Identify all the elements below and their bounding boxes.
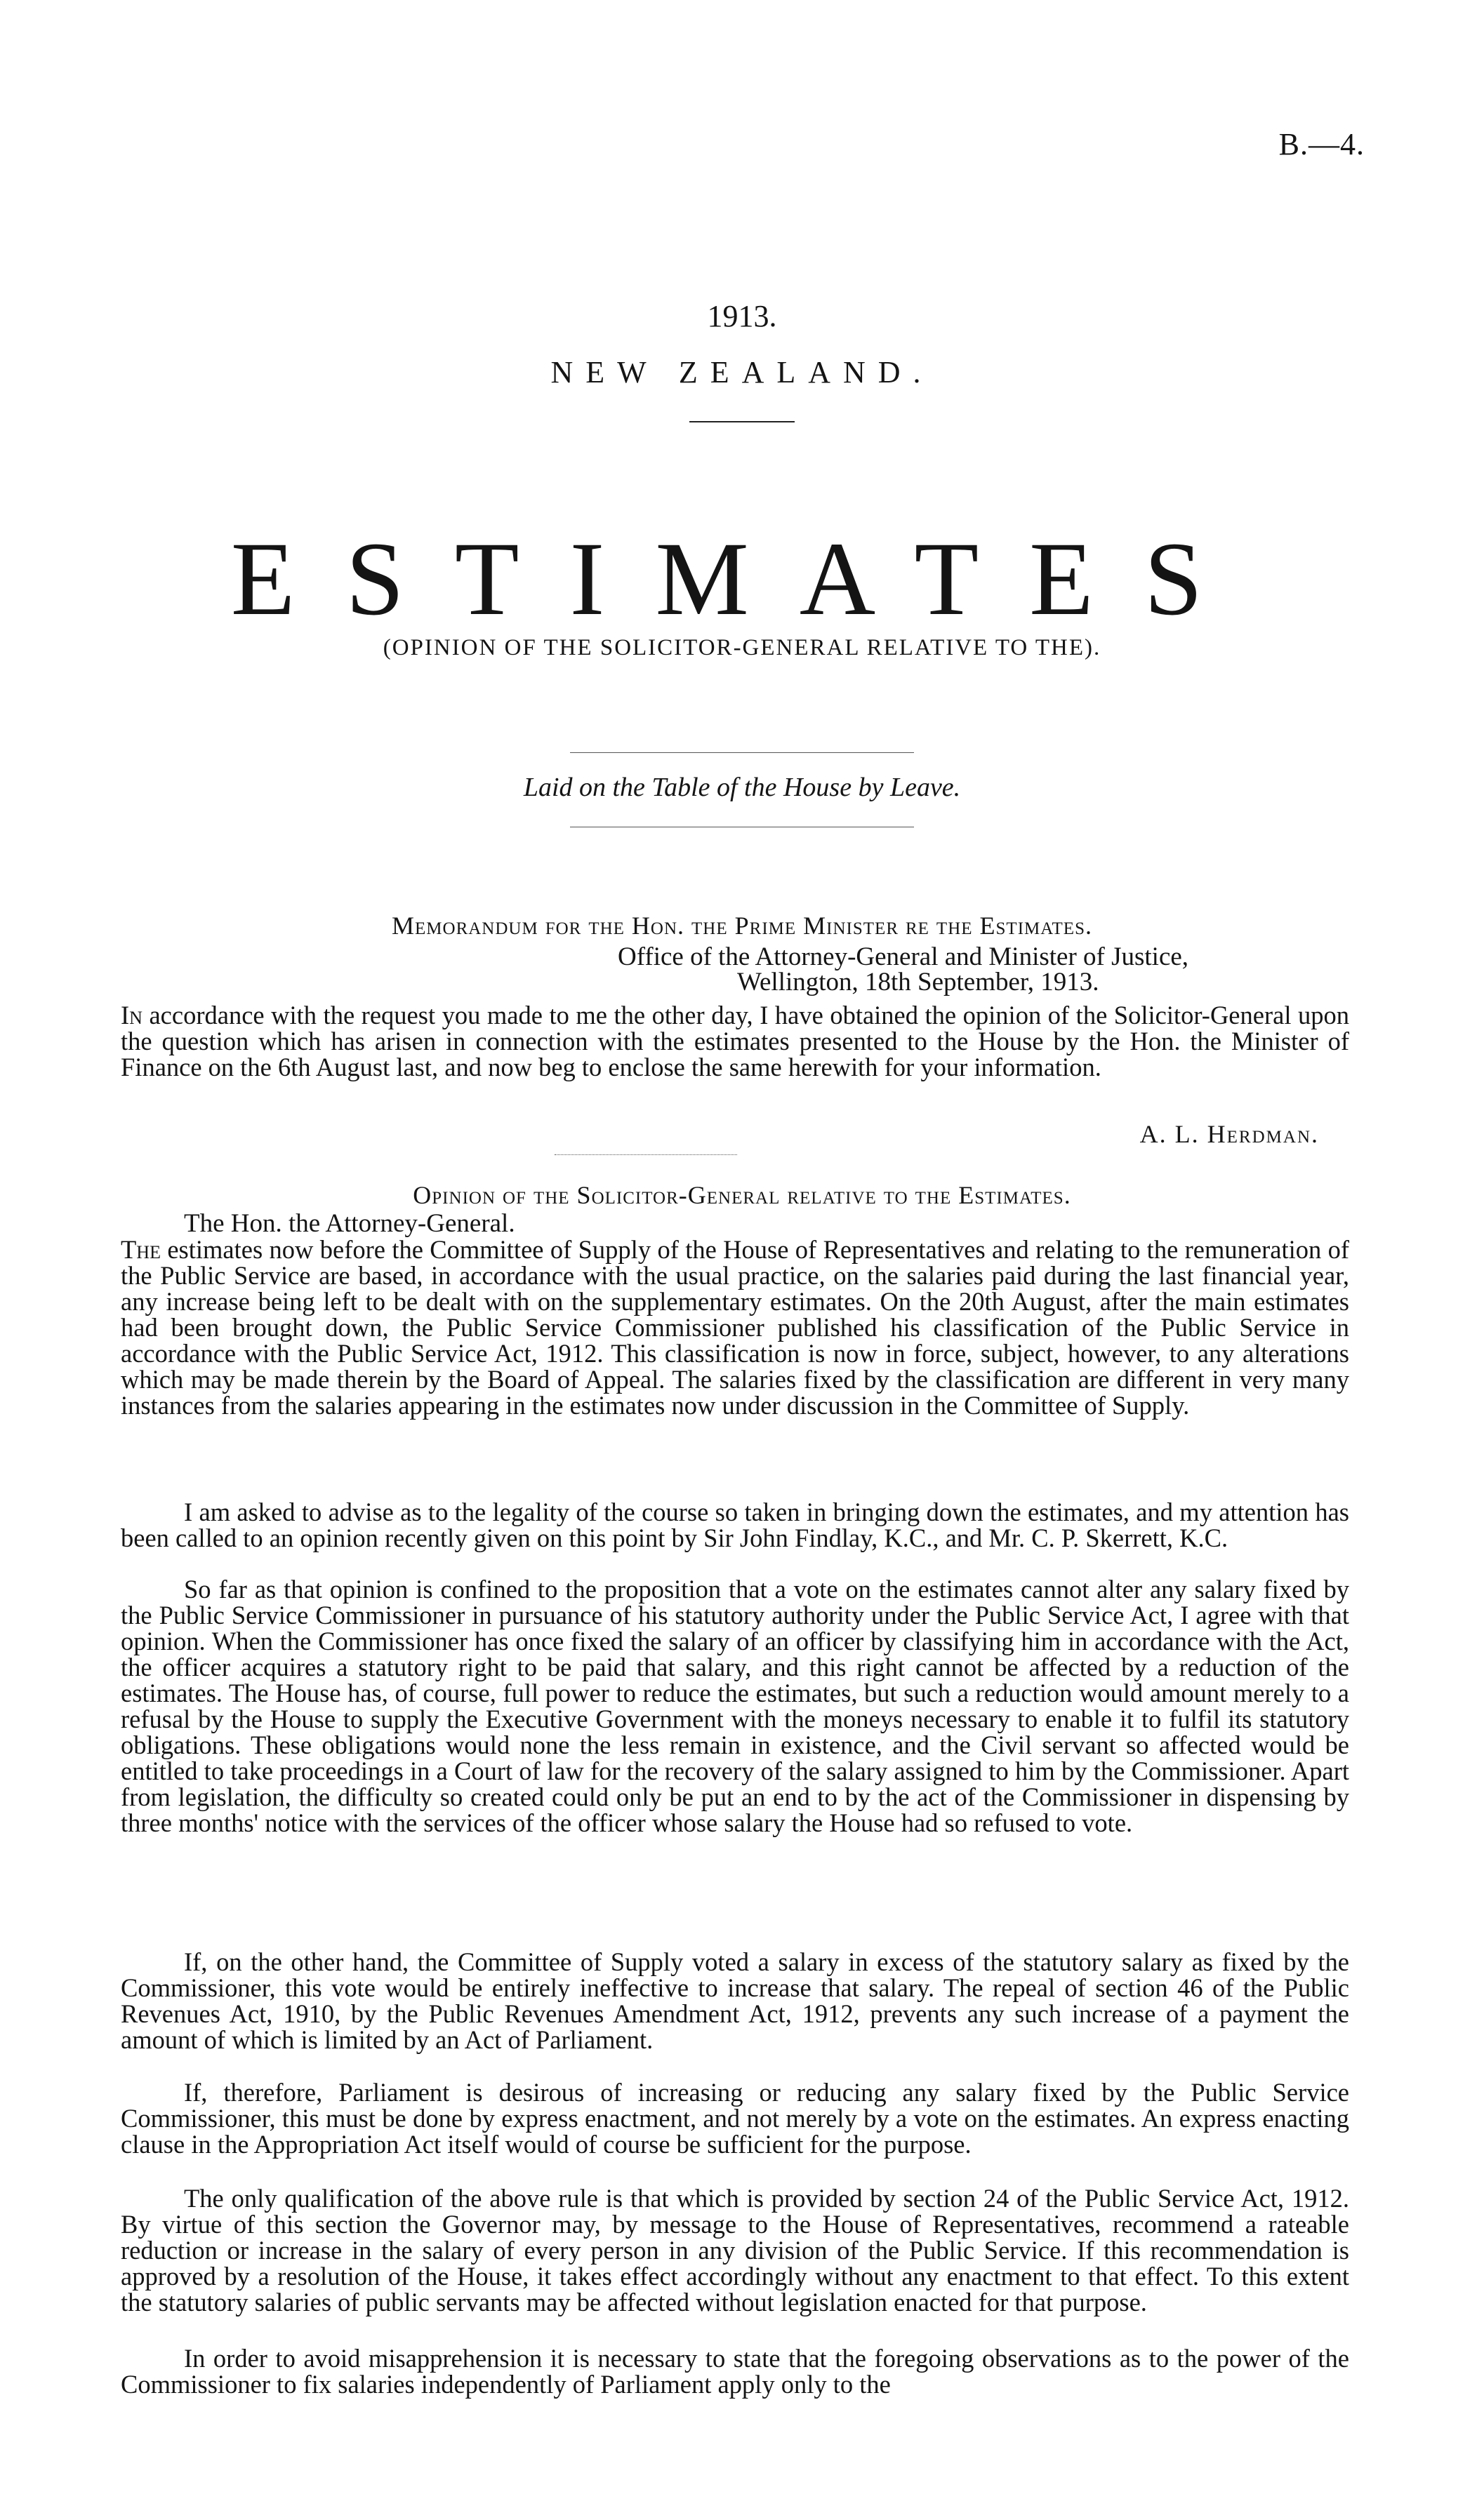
signature-initials: A. L.: [1139, 1120, 1200, 1148]
memorandum-signature: [1140, 1119, 1319, 1149]
document-subtitle: (OPINION OF THE SOLICITOR-GENERAL RELATIVE TO THE).: [383, 635, 1101, 660]
opinion-paragraph-1: [121, 1236, 1349, 1418]
opinion-paragraph-4: If, on the other hand, the Committee of Supply voted a salary in excess of the statutory salary as fixed by the Commissioner, this vote would be entirely ineffective to increase that salary. The repeal of section 46 of the Public Revenues Act, 1910, by the Public Revenues Amendment Act, 1912, prevents any such increase of a payment the amount of which is limited by an Act of Parliament.: [121, 1947, 1349, 2054]
opinion-paragraph-5: If, therefore, Parliament is desirous of increasing or reducing any salary fixed by the Public Service Commissioner, this must be done by express enactment, and not merely by a vote on the estimates. An express enacting clause in the Appropriation Act itself would of course be sufficient for the purpose.: [121, 2078, 1349, 2159]
document-reference: B.—4.: [1278, 127, 1365, 161]
opinion-heading: Opinion of the Solicitor-General relative to the Estimates.: [413, 1181, 1071, 1209]
laid-on-table-note: Laid on the Table of the House by Leave.: [523, 773, 961, 802]
memorandum-office: Office of the Attorney-General and Minister of Justice,: [618, 942, 1189, 971]
paragraph-lead: In: [121, 1001, 143, 1029]
paragraph-text: accordance with the request you made to me the other day, I have obtained the opinion of the Solicitor-General upon the question which has arisen in connection with the estimates presented to the House by the Hon. the Minister of Finance on the 6th August last, and now beg to enclose the same herewith for your information.: [121, 1001, 1349, 1081]
divider-rule: [570, 752, 914, 753]
paragraph-text: estimates now before the Committee of Supply of the House of Representatives and relating to the remuneration of the Public Service are based, in accordance with the usual practice, on the salaries paid during the last financial year, any increase being left to be dealt with on the supplementary estimates. On the 20th August, after the main estimates had been brought down, the Public Service Commissioner published his classification of the Public Service in accordance with the Public Service Act, 1912. This classification is now in force, subject, however, to any alterations which may be made therein by the Board of Appeal. The salaries fixed by the classification are different in very many instances from the salaries appearing in the estimates now under discussion in the Committee of Supply.: [121, 1235, 1349, 1420]
document-year: 1913.: [707, 299, 777, 333]
opinion-paragraph-3: So far as that opinion is confined to the proposition that a vote on the estimates cannot alter any salary fixed by the Public Service Commissioner in pursuance of his statutory authority under the Public Service Act, I agree with that opinion. When the Commissioner has once fixed the salary of an officer by classifying him in accordance with the Act, the officer acquires a statutory right to be paid that salary, and this right cannot be affected by a reduction of the estimates. The House has, of course, full power to reduce the estimates, but such a reduction would amount merely to a refusal by the House to supply the Executive Government with the moneys necessary to enable it to fulfil its statutory obligations. These obligations would none the less remain in existence, and the Civil servant so affected would be entitled to take proceedings in a Court of law for the recovery of the salary assigned to him by the Commissioner. Apart from legislation, the difficulty so created could only be put an end to by the act of the Commissioner in dispensing by three months' notice with the services of the officer whose salary the House had so refused to vote.: [121, 1575, 1349, 1837]
memorandum-body: [121, 1002, 1349, 1080]
opinion-paragraph-2: I am asked to advise as to the legality of the course so taken in bringing down the estimates, and my attention has been called to an opinion recently given on this point by Sir John Findlay, K.C., and Mr. C. P. Skerrett, K.C.: [121, 1498, 1349, 1552]
opinion-paragraph-6: The only qualification of the above rule is that which is provided by section 24 of the Public Service Act, 1912. By virtue of this section the Governor may, by message to the House of Representatives, recommend a rateable reduction or increase in the salary of every person in any division of the Public Service. If this recommendation is approved by a resolution of the House, it takes effect accordingly without any enactment to that effect. To this extent the statutory salaries of public servants may be affected without legislation enacted for that purpose.: [121, 2184, 1349, 2316]
signature-name: Herdman.: [1207, 1120, 1319, 1148]
paragraph-lead: The: [121, 1235, 161, 1264]
opinion-salutation: The Hon. the Attorney-General.: [184, 1209, 515, 1238]
divider-rule: [555, 1154, 737, 1155]
divider-rule: [689, 421, 795, 422]
document-title: ESTIMATES: [230, 521, 1254, 637]
memorandum-heading: Memorandum for the Hon. the Prime Minister re the Estimates.: [392, 912, 1092, 940]
memorandum-date: Wellington, 18th September, 1913.: [737, 968, 1099, 996]
country-heading: NEW ZEALAND.: [550, 355, 934, 389]
opinion-paragraph-7: In order to avoid misapprehension it is necessary to state that the foregoing observations as to the power of the Commissioner to fix salaries independently of Parliament apply only to the: [121, 2344, 1349, 2399]
